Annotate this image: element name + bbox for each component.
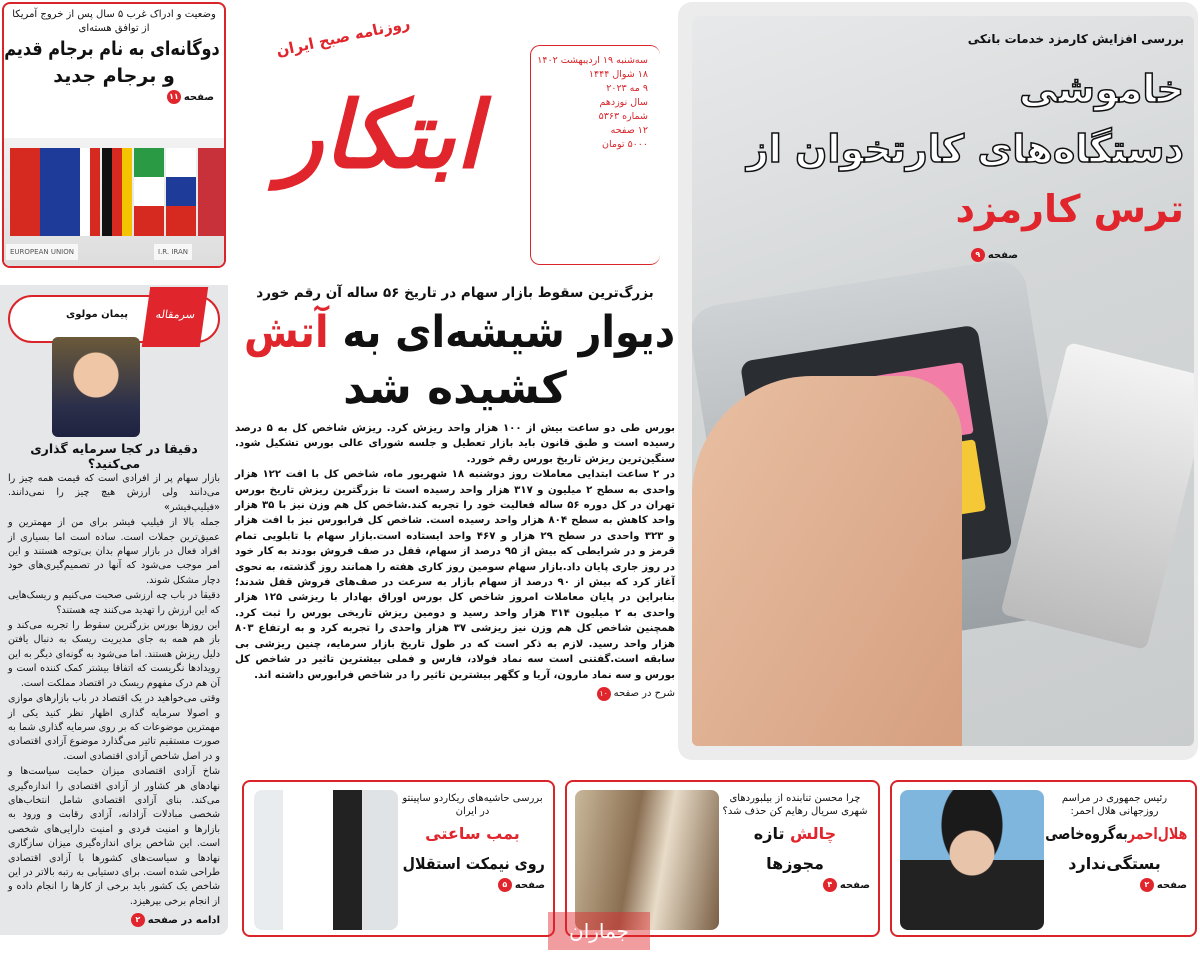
date-hijri: ۱۸ شوال ۱۴۴۴ (588, 69, 648, 80)
headline-part: دیوار شیشه‌ای به (328, 307, 675, 358)
price: ۵۰۰۰ تومان (602, 139, 648, 150)
box-headline-red: چالش (790, 824, 837, 843)
hero-kicker: بررسی افزایش کارمزد خدمات بانکی (967, 32, 1184, 46)
jcpoa-story-box[interactable] (2, 2, 226, 268)
story-paragraph: در ۲ ساعت ابتدایی معاملات روز دوشنبه ۱۸ شهریور ماه، شاخص کل با افت ۱۲۲ هزار واحدی به سطح ۲ میلیون و ۳۱۷ هزار واحد رسیده است تا بزرگترین ریزش تاریخ بورس تهران در کل دوره ۵۶ ساله فعالیت خود را تجربه کند.شاخص کل هم وزن نیز با ۳۵ هزار واحد کاهش به سطح ۸۰۴ هزار واحد رسیده است. شاخص کل فرابورس نیز با افت هزار و ۳۲۳ واحدی در سطح ۲۹ هزار و ۴۶۷ واحد ایستاده است.بازار سهام با تابلویی تمام قرمز و در شرایطی که بیش از ۹۵ درصد از سهام، قفل در صف فروش بودند به کار خود در روز جاری پایان داد.بازار سهام سومین روز کاری هفته را همانند روز گذشته، به نحوی آغاز کرد که بیش از ۹۰ درصد از سهام بازار به سرعت در صف‌های فروش قفل شدند؛ بنابراین در پایان معاملات امروز شاخص کل بورس اوراق بهادار با ریزشی ۱۲۵ هزار واحدی به ۲ میلیون ۳۱۴ هزار واحد رسید و دومین ریزش تاریخی بورس را ثبت کرد. همچنین شاخص کل هم وزن نیز ریزشی ۳۷ هزار واحدی را تجربه کرد و به ارتفاع ۸۰۳ هزار واحد رسید. لازم به ذکر است که در طول تاریخ بازار سرمایه، چنین ریزشی بی سابقه است.گفتنی است سه نماد فولاد، فارس و فملی بیشترین تاثیر در شاخص کل بورس و سه نماد مارون، آریا و کگهر بیشترین تاثیر را در شاخص فرابورس داشته اند. (235, 469, 676, 681)
editorial-continue[interactable] (8, 913, 220, 927)
editorial-paragraph: وقتی می‌خواهید در یک اقتصاد در باب بازارهای موازی و اصولا سرمایه گذاری اظهار نظر کنید یکی از مهمترین موضوعات که بر روی سرمایه گذاری شما به صورت مستقیم تاثیر می‌گذارد موضوع آزادی اقتصادی و در اصل شاخص آزادی اقتصادی است. (8, 693, 220, 762)
main-subhead: بزرگ‌ترین سقوط بازار سهام در تاریخ ۵۶ ساله آن رقم خورد (256, 285, 654, 301)
eu-placard: EUROPEAN UNION (6, 244, 78, 260)
page-count: ۱۲ صفحه (610, 125, 648, 136)
headline-text: خاموشی (1019, 67, 1184, 111)
hero-headline-2 (724, 120, 1184, 178)
flags-photo (4, 138, 224, 266)
eu-flag (40, 148, 70, 236)
box-kicker: رئیس جمهوری در مراسم روزجهانی هلال احمر: (1061, 793, 1168, 817)
page-label: صفحه (514, 879, 545, 891)
author-photo (52, 337, 140, 437)
hand-photo (692, 376, 962, 746)
box-headline-line (1042, 850, 1187, 878)
page-label: صفحه (987, 249, 1018, 261)
editorial-author: پیمان مولوی (66, 309, 128, 320)
editorial-paragraph: این روزها بورس بزرگترین سقوط را تجربه می‌کند و باز هم همه به جای مدیریت ریسک به دنبال یافتن دلیل ریزش هستند. اما می‌شود به گونه‌ای دیگر به این رویدادها نگریست که اتفاقا بیشتر کمک کننده است و آن هم درک مفهوم ریسک در اقتصاد مملکت است. (8, 620, 220, 689)
box-kicker: چرا محسن تنابنده از بیلبوردهای شهری سریال رهایم کن حذف شد؟ (722, 793, 868, 817)
china-flag (10, 148, 40, 236)
newspaper-logo (235, 70, 525, 200)
hero-story[interactable] (692, 16, 1194, 746)
editorial-tag: سرمقاله (142, 287, 208, 347)
hero-page-ref[interactable] (971, 248, 1018, 262)
box-page-ref[interactable] (400, 878, 545, 892)
main-story[interactable] (235, 285, 675, 701)
iran-flag (134, 148, 164, 236)
box-headline: بستگی‌ندارد (1068, 854, 1161, 873)
headline-text: و برجام جدید (53, 65, 175, 87)
box-headline-line (1042, 820, 1187, 848)
page-number-badge: ۲ (1140, 878, 1154, 892)
date-gregorian: ۹ مه ۲۰۲۳ (606, 83, 648, 94)
president-photo (900, 790, 1044, 930)
jcpoa-headline-2 (4, 63, 224, 90)
headline-part: کشیده شد (343, 363, 567, 414)
box-headline-line (400, 820, 545, 848)
editorial-paragraph: جمله بالا از فیلیپ فیشر برای من از مهمترین و عمیق‌ترین جملات است. ساده است اما بسیاری از افراد فعال در بازار سهام بدان بی‌توجه هستند و این امر موجب می‌شود که آنها در تصمیم‌گیری‌های خود دچار مشکل شوند. (8, 517, 220, 586)
headline-text: دستگاه‌های کارتخوان از (746, 127, 1184, 171)
bottom-story-president[interactable] (890, 780, 1197, 937)
jcpoa-text-block (4, 4, 224, 104)
editorial-paragraph: شاخ آزادی اقتصادی میزان حمایت سیاست‌ها و نهادهای هر کشاور از آزادی اقتصادی را اندازه‌گیری می‌کند. بنای آزادی اقتصادی شامل انتخاب‌های شخصی مبادلات آزادانه، آزادی رقابت و ورود به بازارها و امنیت فردی و امنیت دارایی‌های شخصی است. این شاخص برای اندازه‌گیری میزان سازگاری نهادها و سیاست‌های کشورها با آزادی اقتصادی طراحی شده است. برای دستیابی به رتبه بالاتر در این شاخص یک کشور باید برخی از کارها را انجام داده و از انجام برخی بپرهیزد. (8, 766, 220, 907)
masthead (235, 0, 665, 268)
newspaper-tagline: روزنامه صبح ایران (274, 14, 412, 60)
box-headline: روی نیمکت استقلال (402, 854, 545, 873)
issue-number: شماره ۵۳۶۳ (598, 111, 648, 122)
bottom-story-football[interactable] (242, 780, 555, 937)
jcpoa-page-ref[interactable] (4, 90, 224, 104)
logo-text: ابتکار (278, 81, 482, 189)
box-page-ref[interactable] (1042, 878, 1187, 892)
page-number-badge: ۴ (823, 878, 837, 892)
hero-headline-red (724, 180, 1184, 238)
headline-line-1 (235, 305, 675, 361)
page-number-badge: ۱۰ (597, 687, 611, 701)
editorial-title: دقیقا در کجا سرمایه گذاری می‌کنید؟ (30, 441, 198, 471)
jcpoa-headline-1 (4, 36, 224, 63)
headline-line-2 (235, 361, 675, 417)
hero-headline-1 (724, 60, 1184, 118)
issue-info-box (530, 45, 660, 265)
coach-photo (254, 790, 398, 930)
box-headline-line (400, 850, 545, 878)
watermark-logo: جماران (548, 912, 650, 950)
headline-text: دوگانه‌ای به نام برجام قدیم (4, 38, 220, 60)
box-kicker: بررسی حاشیه‌های ریکاردو ساپینتو در ایران (402, 793, 543, 817)
continue-label: ادامه در صفحه (147, 914, 220, 926)
editorial-column (0, 285, 228, 935)
box-headline: تازه (753, 824, 791, 843)
page-number-badge: ۹ (971, 248, 985, 262)
series-poster-photo (575, 790, 719, 930)
germany-flag (102, 148, 132, 236)
page-label: صفحه (183, 91, 214, 103)
uk-flag (198, 148, 226, 236)
box-headline-red: هلال‌احمر (1127, 824, 1187, 843)
headline-red-word: آتش (243, 307, 329, 358)
date-persian: سه‌شنبه ۱۹ اردیبهشت ۱۴۰۲ (537, 55, 648, 66)
box-headline-red: بمب ساعتی (425, 824, 520, 843)
editorial-paragraph: دقیقا در باب چه ارزشی صحبت می‌کنیم و ریسک‌هایی که این ارزش را تهدید می‌کنند چه هستند؟ (8, 590, 220, 616)
continue-label: شرح در صفحه (613, 688, 675, 700)
iran-placard: I.R. IRAN (154, 244, 192, 260)
box-headline-line (720, 850, 870, 878)
russia-flag (166, 148, 196, 236)
story-continue[interactable] (235, 687, 675, 701)
box-page-ref[interactable] (720, 878, 870, 892)
box-headline: به‌گروه‌خاصی (1044, 824, 1128, 843)
editorial-paragraph: بازار سهام پر از افرادی است که قیمت همه چیز را می‌دانند ولی ارزش هیچ چیز را نمی‌دانند. «فیلیپ‌فیشر» (8, 473, 220, 513)
page-number-badge: ۱۱ (167, 90, 181, 104)
box-headline-line (720, 820, 870, 848)
page-number-badge: ۲ (131, 913, 145, 927)
volume-year: سال نوزدهم (599, 97, 648, 108)
page-label: صفحه (1156, 879, 1187, 891)
page-label: صفحه (839, 879, 870, 891)
box-headline: مجوزها (766, 854, 824, 873)
editorial-header (8, 295, 220, 343)
main-headline (235, 305, 675, 417)
headline-text: ترس کارمزد (955, 187, 1184, 231)
france-flag (70, 148, 100, 236)
story-paragraph: بورس طی دو ساعت بیش از ۱۰۰ هزار واحد ریزش کرد. ریزش شاخص کل به ۵ درصد رسیده است و طبق قانون باید بازار تعطیل و جلسه شورای عالی بورس تشکیل شود. سنگین‌ترین ریزش تاریخ بورس رقم خورد. (235, 423, 675, 465)
jcpoa-kicker: وضعیت و ادراک غرب ۵ سال پس از خروج آمریکا از توافق هسته‌ای (12, 9, 216, 34)
page-number-badge: ۵ (498, 878, 512, 892)
